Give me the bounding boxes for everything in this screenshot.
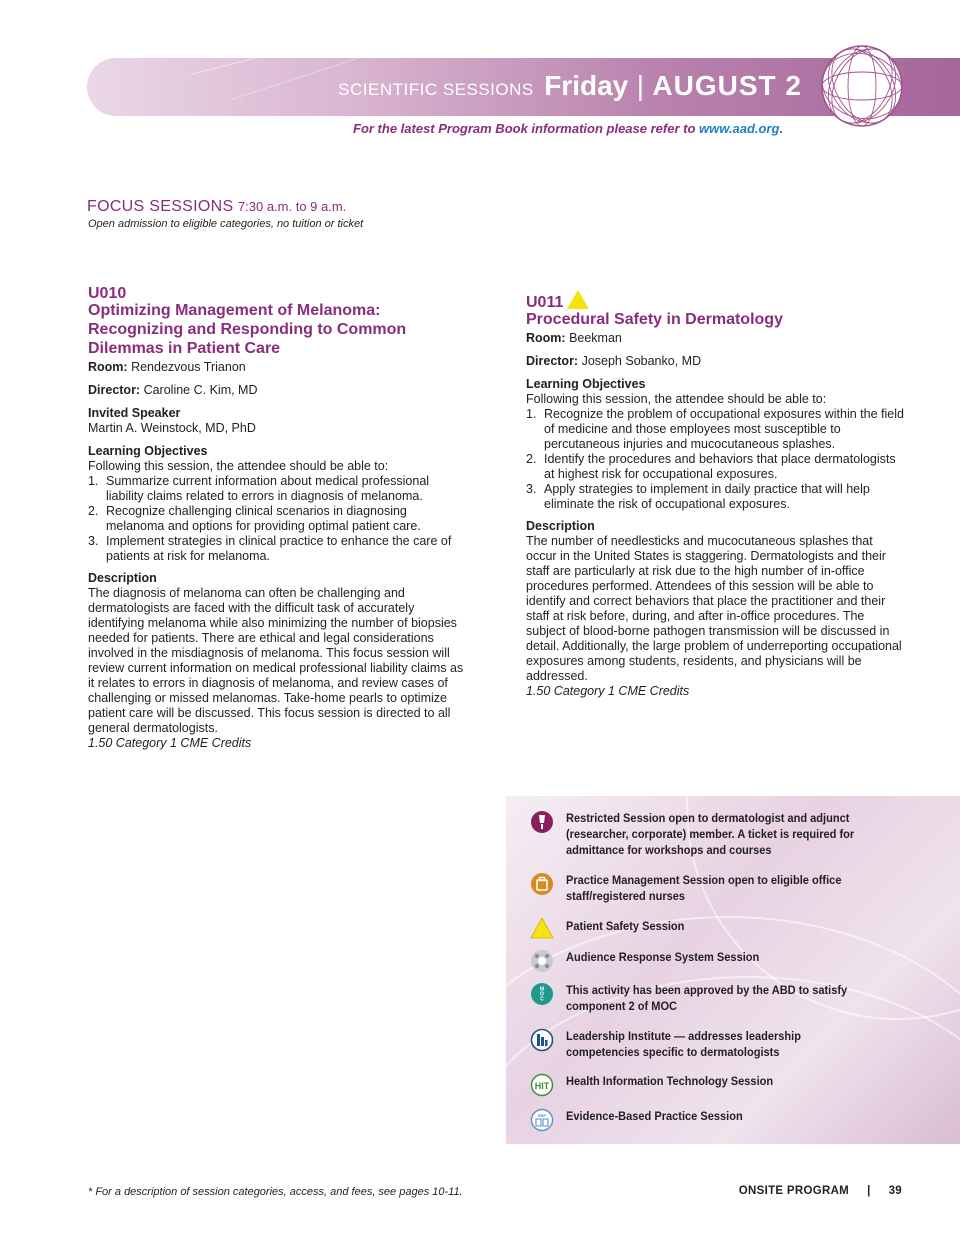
footer-note: * For a description of session categories, access, and fees, see pages 10-11. xyxy=(88,1186,463,1198)
objective-number: 2. xyxy=(88,504,99,518)
svg-text:M: M xyxy=(539,986,545,993)
objective-item xyxy=(88,504,468,534)
session-title-line: Dilemmas in Patient Care xyxy=(88,340,281,357)
session-code: U011 xyxy=(526,294,564,311)
room-label: Room: xyxy=(526,331,566,345)
objective-item xyxy=(526,452,906,482)
banner-section: SCIENTIFIC SESSIONS xyxy=(338,80,534,99)
cme-credits: 1.50 Category 1 CME Credits xyxy=(526,684,690,698)
legend-text: This activity has been approved by the ABD to satisfy component 2 of MOC xyxy=(566,983,848,1013)
latest-info-suffix: . xyxy=(779,121,784,136)
focus-sessions-heading xyxy=(87,198,346,216)
footer-separator: | xyxy=(867,1185,871,1197)
director-value: Caroline C. Kim, MD xyxy=(143,383,258,397)
objective-item xyxy=(526,407,906,452)
objectives-intro: Following this session, the attendee should be able to: xyxy=(88,459,389,473)
banner-date: AUGUST 2 xyxy=(652,70,802,101)
objectives-list xyxy=(526,407,906,512)
objective-text: Identify the procedures and behaviors that place dermatologists at highest risk for occupational exposures. xyxy=(544,452,896,481)
svg-text:EBP: EBP xyxy=(537,1113,547,1118)
latest-info-line xyxy=(353,121,783,136)
session-director xyxy=(88,383,468,398)
objectives-label: Learning Objectives xyxy=(88,444,208,458)
objective-text: Recognize the problem of occupational exposures within the field of medicine and those employees most susceptible to percutaneous injuries and mucocutaneous splashes. xyxy=(544,407,904,451)
description-text: The diagnosis of melanoma can often be challenging and dermatologists are faced with the difficult task of accurately identifying melanoma while also minimizing the number of biopsies needed for patients. There are ethical and legal considerations involved in the misdiagnosis of melanoma. This focus session will review current information on medical professional liability claims as it relates to errors in diagnosis of melanoma, and review cases of challenging or missed melanomas. Take-home pearls to optimize patient care will be discussed. This focus session is directed to all general dermatologists. xyxy=(88,586,464,735)
focus-sessions-title: FOCUS SESSIONS xyxy=(87,198,234,215)
objectives-label: Learning Objectives xyxy=(526,377,646,391)
session-title-line: Recognizing and Responding to Common xyxy=(88,321,407,338)
patient-safety-icon xyxy=(567,290,589,309)
banner-title xyxy=(338,70,802,102)
objective-text: Implement strategies in clinical practice to enhance the care of patients at risk for melanoma. xyxy=(106,534,452,563)
audience-response-icon xyxy=(530,949,554,973)
legend-text: Evidence-Based Practice Session xyxy=(566,1109,743,1123)
description-label: Description xyxy=(88,571,157,585)
session-legend xyxy=(506,796,960,1144)
focus-sessions-note: Open admission to eligible categories, no tuition or ticket xyxy=(88,218,364,230)
banner-day: Friday xyxy=(544,70,629,101)
session-code: U010 xyxy=(88,285,127,302)
objective-item xyxy=(526,482,906,512)
svg-text:O: O xyxy=(540,991,544,998)
moc-icon xyxy=(530,982,554,1006)
objective-number: 3. xyxy=(88,534,99,548)
objective-item xyxy=(88,474,468,504)
footer-program: ONSITE PROGRAM xyxy=(738,1185,850,1197)
director-value: Joseph Sobanko, MD xyxy=(581,354,702,368)
legend-text: Practice Management Session open to eligible office staff/registered nurses xyxy=(566,873,842,903)
page-number: 39 xyxy=(888,1185,902,1197)
invited-speaker-value: Martin A. Weinstock, MD, PhD xyxy=(88,421,256,435)
description-text: The number of needlesticks and mucocutaneous splashes that occur in the United States is staggering. Dermatologists and their staff are particularly at risk due to the high number of in-office procedures performed. Attendees of this session will be able to identify and correct behaviors that place the practitioner and their staff at risk before, during, and after in-office procedures. The subject of blood-borne pathogen transmission will be discussed in detail. Additionally, the large problem of underreporting occupational exposures among students, residents, and physicians will be addressed. xyxy=(526,534,902,683)
objectives-intro: Following this session, the attendee should be able to: xyxy=(526,392,827,406)
invited-speaker-label: Invited Speaker xyxy=(88,406,181,420)
svg-text:C: C xyxy=(540,996,544,1003)
legend-text: Health Information Technology Session xyxy=(566,1074,774,1088)
objective-number: 3. xyxy=(526,482,537,496)
objective-text: Summarize current information about medical professional liability claims related to errors in diagnosis of melanoma. xyxy=(106,474,430,503)
room-value: Rendezvous Trianon xyxy=(131,360,246,374)
session-room xyxy=(526,331,906,346)
restricted-icon xyxy=(530,810,554,834)
legend-text: Leadership Institute — addresses leadership competencies specific to dermatologists xyxy=(566,1029,801,1059)
director-label: Director: xyxy=(88,383,141,397)
patient-safety-icon xyxy=(530,916,554,940)
legend-text: Audience Response System Session xyxy=(566,950,760,964)
focus-sessions-time: 7:30 a.m. to 9 a.m. xyxy=(237,199,347,214)
globe-logo-icon xyxy=(820,44,904,128)
objective-number: 1. xyxy=(88,474,99,488)
session-u011 xyxy=(526,288,906,699)
room-value: Beekman xyxy=(569,331,622,345)
objectives-list xyxy=(88,474,468,564)
objective-number: 2. xyxy=(526,452,537,466)
legend-text: Patient Safety Session xyxy=(566,919,685,933)
legend-text: Restricted Session open to dermatologist and adjunct (researcher, corporate) member. A ticket is required for admittance for workshops and courses xyxy=(566,811,855,857)
svg-text:HIT: HIT xyxy=(534,1081,550,1091)
hit-icon xyxy=(530,1073,554,1097)
session-title xyxy=(88,301,468,358)
ebp-icon xyxy=(530,1108,554,1132)
footer-page-info xyxy=(739,1185,902,1197)
objective-text: Recognize challenging clinical scenarios in diagnosing melanoma and options for providing optimal patient care. xyxy=(106,504,421,533)
description-label: Description xyxy=(526,519,595,533)
cme-credits: 1.50 Category 1 CME Credits xyxy=(88,736,252,750)
room-label: Room: xyxy=(88,360,128,374)
session-director xyxy=(526,354,906,369)
session-title: Procedural Safety in Dermatology xyxy=(526,311,783,328)
banner-separator: | xyxy=(636,70,644,101)
objective-item xyxy=(88,534,468,564)
leadership-icon xyxy=(530,1028,554,1052)
director-label: Director: xyxy=(526,354,579,368)
aad-link[interactable]: www.aad.org xyxy=(699,121,780,136)
latest-info-text: For the latest Program Book information please refer to xyxy=(353,121,700,136)
objective-text: Apply strategies to implement in daily practice that will help eliminate the risk of occupational exposures. xyxy=(544,482,870,511)
session-code-row xyxy=(526,288,906,310)
session-title-line: Optimizing Management of Melanoma: xyxy=(88,302,381,319)
objective-number: 1. xyxy=(526,407,537,421)
session-room xyxy=(88,360,468,375)
session-u010 xyxy=(88,286,468,751)
practice-management-icon xyxy=(530,872,554,896)
